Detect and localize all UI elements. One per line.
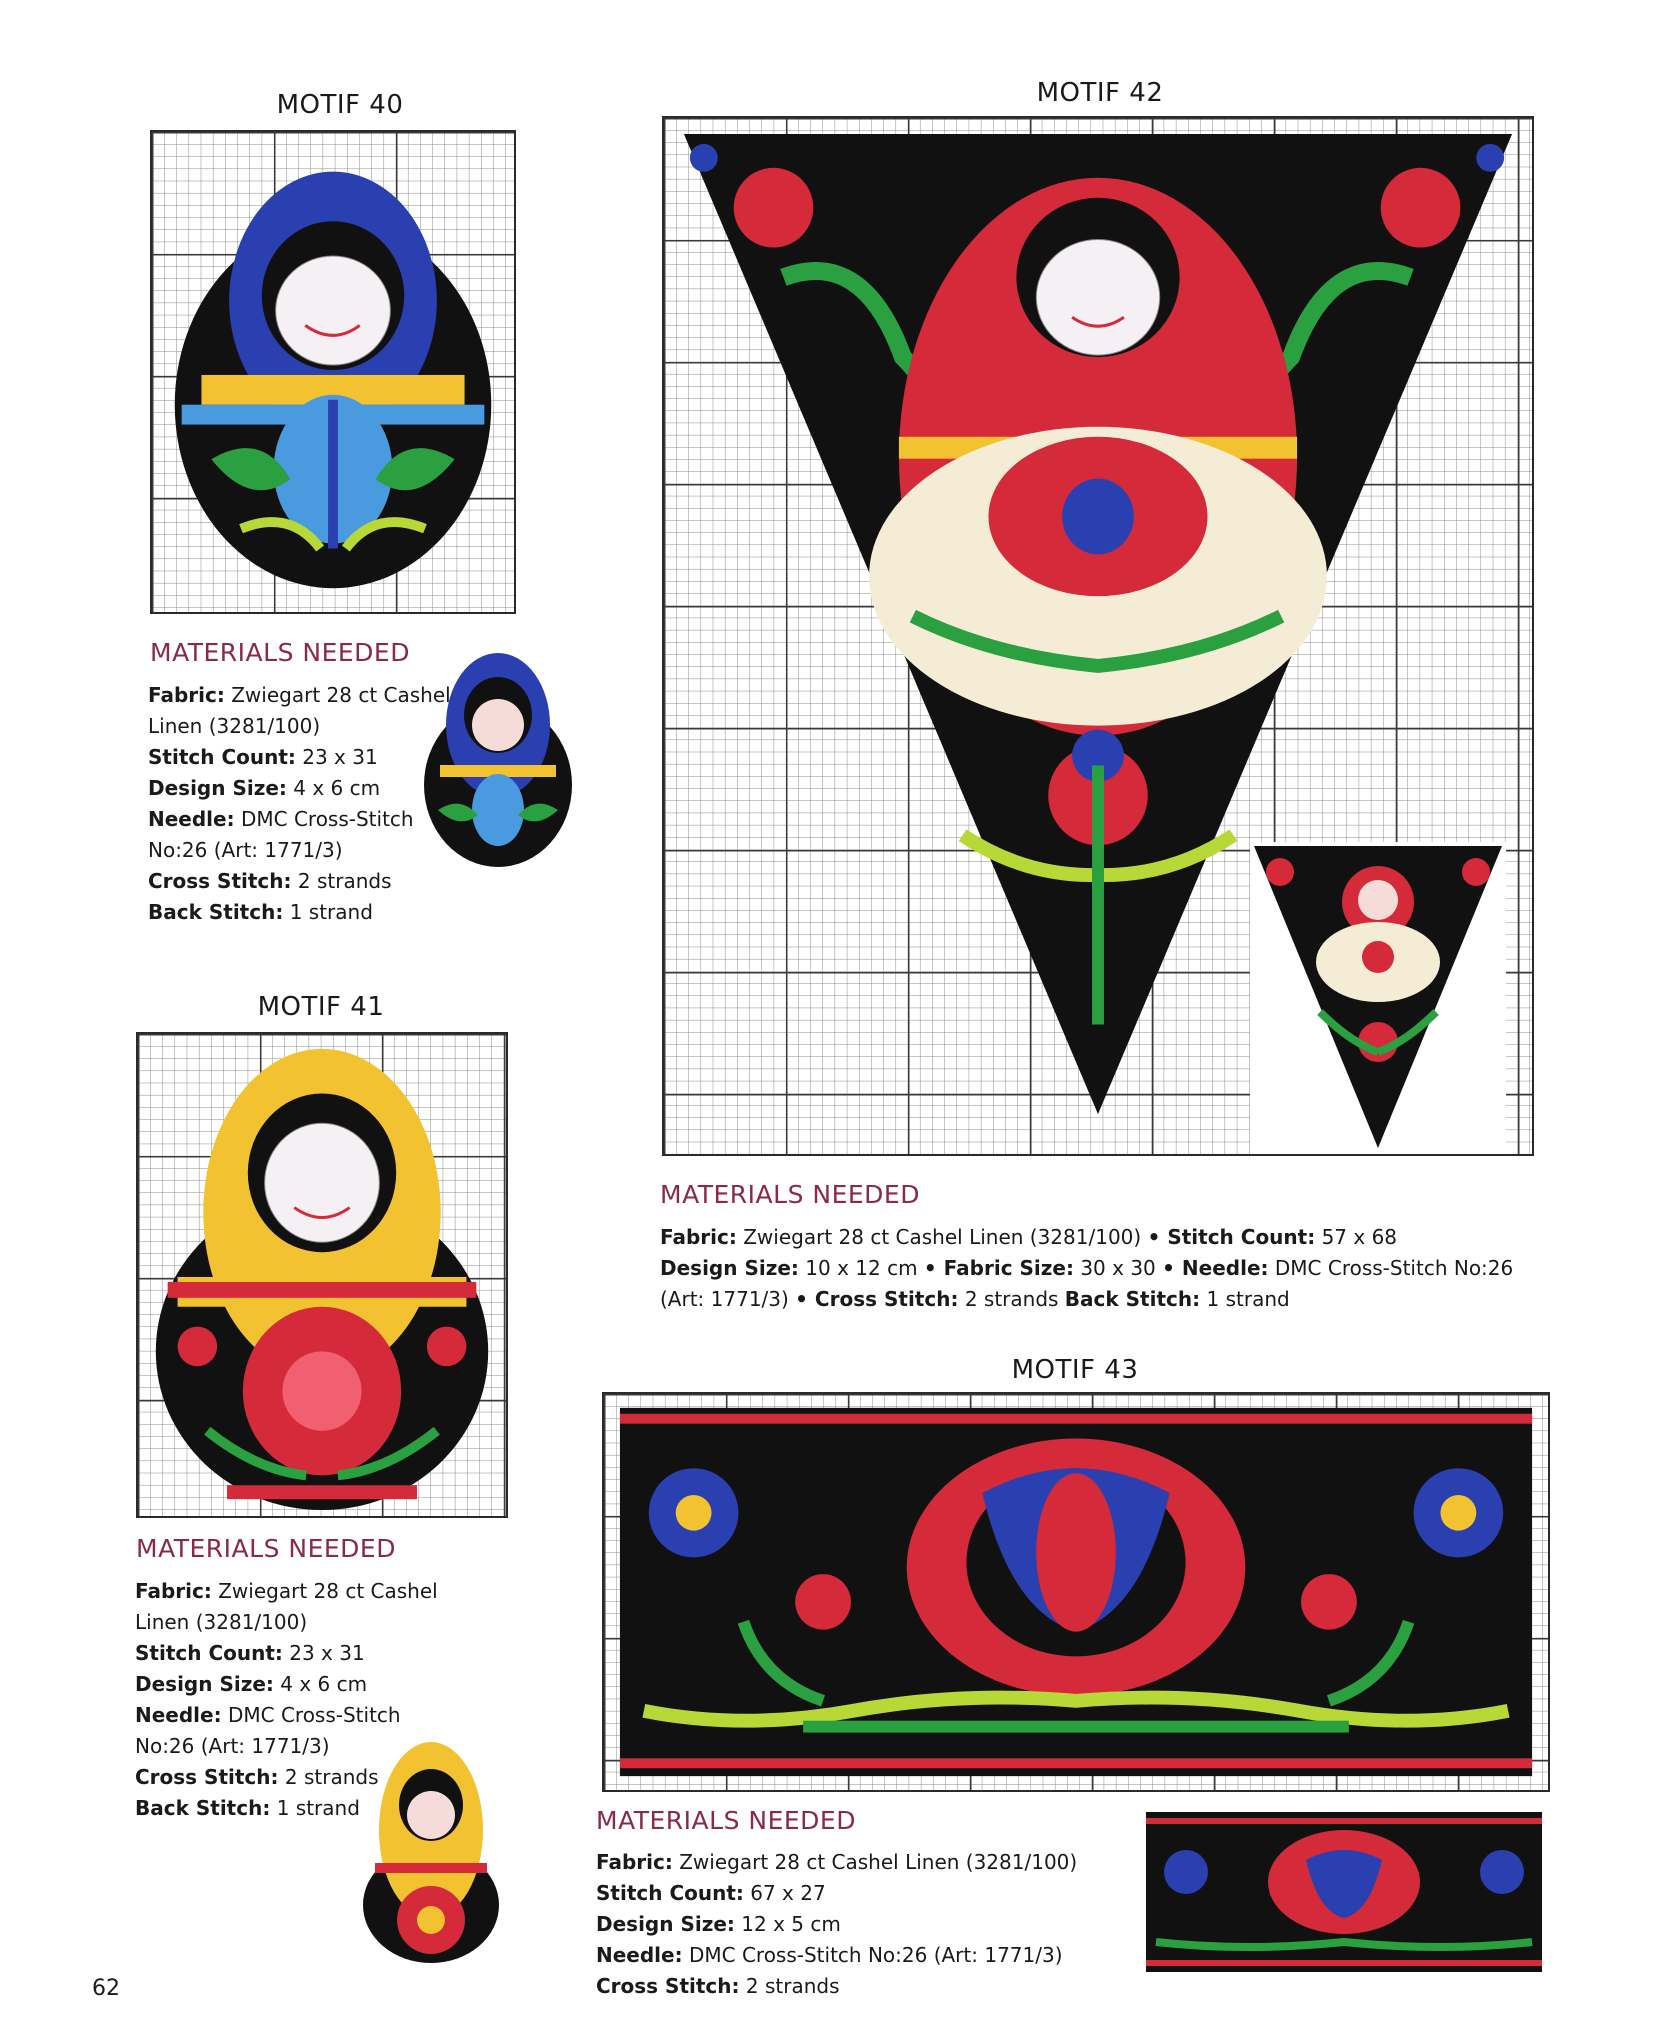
- materials-row: Design Size: 10 x 12 cm • Fabric Size: 30 x 30 • Needle: DMC Cross-Stitch No:26: [660, 1256, 1514, 1280]
- materials-row: Linen (3281/100): [148, 714, 321, 738]
- motif-43-materials-list: [596, 1847, 1077, 2002]
- materials-row: Needle: DMC Cross-Stitch: [148, 807, 414, 831]
- materials-row: No:26 (Art: 1771/3): [148, 838, 343, 862]
- materials-row: Design Size: 12 x 5 cm: [596, 1912, 841, 1936]
- motif-43-photo: [1146, 1812, 1542, 1972]
- materials-row: Cross Stitch: 2 strands: [148, 869, 392, 893]
- materials-row: Design Size: 4 x 6 cm: [148, 776, 381, 800]
- materials-row: Needle: DMC Cross-Stitch No:26 (Art: 1771/3): [596, 1943, 1063, 1967]
- materials-row: Stitch Count: 23 x 31: [135, 1641, 365, 1665]
- motif-40-materials-list: [148, 680, 451, 928]
- motif-40-title: MOTIF 40: [276, 90, 404, 120]
- materials-row: Cross Stitch: 2 strands: [135, 1765, 379, 1789]
- materials-row: Cross Stitch: 2 strands: [596, 1974, 840, 1998]
- motif-40-materials-heading: MATERIALS NEEDED: [150, 638, 410, 667]
- motif-40-photo: [420, 645, 576, 870]
- motif-40-chart: [150, 130, 516, 614]
- materials-row: (Art: 1771/3) • Cross Stitch: 2 strands Back Stitch: 1 strand: [660, 1287, 1290, 1311]
- motif-42-materials-list: [660, 1222, 1513, 1315]
- materials-row: No:26 (Art: 1771/3): [135, 1734, 330, 1758]
- motif-42-title: MOTIF 42: [1036, 78, 1164, 108]
- motif-41-chart: [136, 1032, 508, 1518]
- motif-42-materials-heading: MATERIALS NEEDED: [660, 1180, 920, 1209]
- motif-43-title: MOTIF 43: [1011, 1355, 1139, 1385]
- page-number: 62: [92, 1976, 120, 2001]
- floral-border-pattern: [604, 1394, 1548, 1790]
- materials-row: Needle: DMC Cross-Stitch: [135, 1703, 401, 1727]
- motif-43-materials-heading: MATERIALS NEEDED: [596, 1806, 856, 1835]
- materials-row: Linen (3281/100): [135, 1610, 308, 1634]
- materials-row: Fabric: Zwiegart 28 ct Cashel Linen (3281/100) • Stitch Count: 57 x 68: [660, 1225, 1398, 1249]
- materials-row: Fabric: Zwiegart 28 ct Cashel Linen (3281/100): [596, 1850, 1078, 1874]
- materials-row: Stitch Count: 67 x 27: [596, 1881, 826, 1905]
- motif-41-title: MOTIF 41: [257, 992, 385, 1022]
- materials-row: Fabric: Zwiegart 28 ct Cashel: [148, 683, 451, 707]
- motif-41-photo: [360, 1735, 502, 1965]
- motif-43-chart: [602, 1392, 1550, 1792]
- materials-row: Fabric: Zwiegart 28 ct Cashel: [135, 1579, 438, 1603]
- materials-row: Back Stitch: 1 strand: [148, 900, 373, 924]
- motif-41-materials-heading: MATERIALS NEEDED: [136, 1534, 396, 1563]
- motif-42-photo: [1250, 842, 1506, 1154]
- matryoshka-yellow-pattern: [138, 1034, 506, 1516]
- materials-row: Stitch Count: 23 x 31: [148, 745, 378, 769]
- matryoshka-blue-pattern: [152, 132, 514, 612]
- materials-row: Back Stitch: 1 strand: [135, 1796, 360, 1820]
- materials-row: Design Size: 4 x 6 cm: [135, 1672, 368, 1696]
